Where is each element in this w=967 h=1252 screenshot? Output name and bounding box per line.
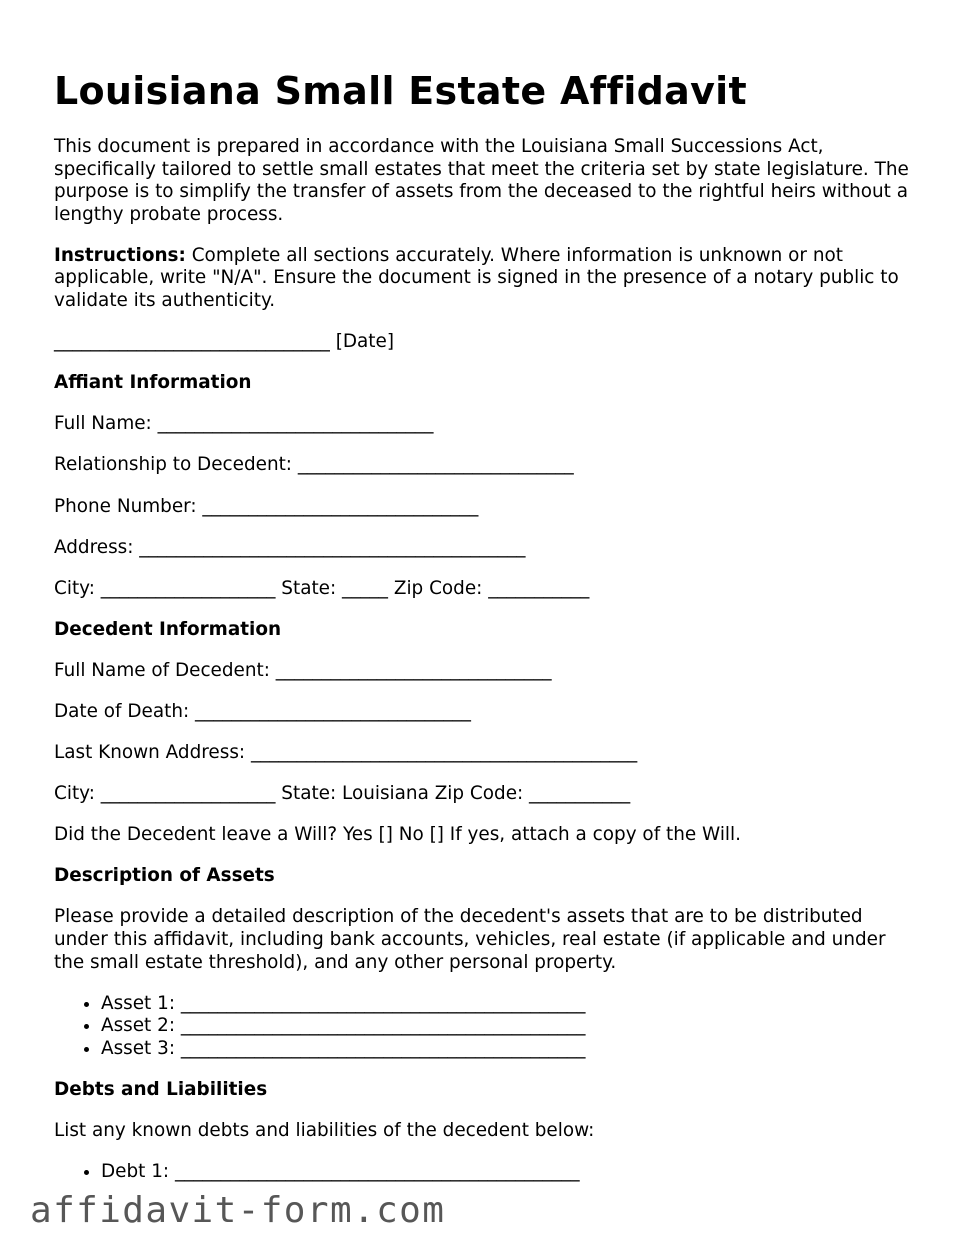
watermark: affidavit-form.com (30, 1190, 446, 1231)
debts-list (54, 1161, 924, 1184)
assets-list (54, 993, 924, 1061)
affiant-city-state-zip-field: City: ___________________ State: _____ Zip Code: ___________ (54, 577, 590, 599)
list-item: • Asset 1: ____________________________________________ (101, 993, 924, 1016)
list-item: • Asset 2: ____________________________________________ (101, 1015, 924, 1038)
affiant-address-field: Address: __________________________________________ (54, 536, 526, 558)
instructions-text: Complete all sections accurately. Where information is unknown or not applicable, write "N/A". Ensure the document is signed in the presence of a notary public to validate its authenticity. (54, 244, 899, 312)
decedent-date-of-death-field: Date of Death: ______________________________ (54, 701, 471, 722)
affiant-phone-field: Phone Number: ______________________________ (54, 495, 479, 517)
debts-heading: Debts and Liabilities (54, 1079, 268, 1101)
decedent-heading: Decedent Information (54, 618, 282, 640)
list-item: • Asset 3: ____________________________________________ (101, 1038, 924, 1061)
decedent-city-state-zip-field: City: ___________________ State: Louisiana Zip Code: ___________ (54, 783, 631, 805)
affiant-relationship-field: Relationship to Decedent: ______________________________ (54, 454, 574, 476)
decedent-full-name-field: Full Name of Decedent: ______________________________ (54, 659, 552, 681)
document-title: Louisiana Small Estate Affidavit (54, 69, 747, 113)
affiant-full-name-field: Full Name: ______________________________ (54, 413, 434, 435)
will-question: Did the Decedent leave a Will? Yes [] No [] If yes, attach a copy of the Will. (54, 824, 741, 846)
assets-description: Please provide a detailed description of the decedent's assets that are to be distributed under this affidavit, including bank accounts, vehicles, real estate (if applicable and under the small estate threshold), and any other personal property. (54, 906, 886, 973)
date-line: ______________________________ [Date] (54, 331, 395, 353)
decedent-last-address-field: Last Known Address: __________________________________________ (54, 742, 638, 764)
instructions-label: Instructions: (54, 244, 186, 266)
intro-paragraph: This document is prepared in accordance with the Louisiana Small Successions Act, specifically tailored to settle small estates that meet the criteria set by state legislature. The purpose is to simplify the transfer of assets from the deceased to the rightful heirs without a lengthy probate process. (54, 136, 909, 225)
document-page (54, 68, 924, 1202)
list-item: • Debt 1: ____________________________________________ (101, 1161, 924, 1184)
instructions-paragraph (54, 245, 924, 313)
assets-heading: Description of Assets (54, 865, 275, 887)
affiant-heading: Affiant Information (54, 372, 252, 394)
debts-description: List any known debts and liabilities of the decedent below: (54, 1120, 595, 1142)
